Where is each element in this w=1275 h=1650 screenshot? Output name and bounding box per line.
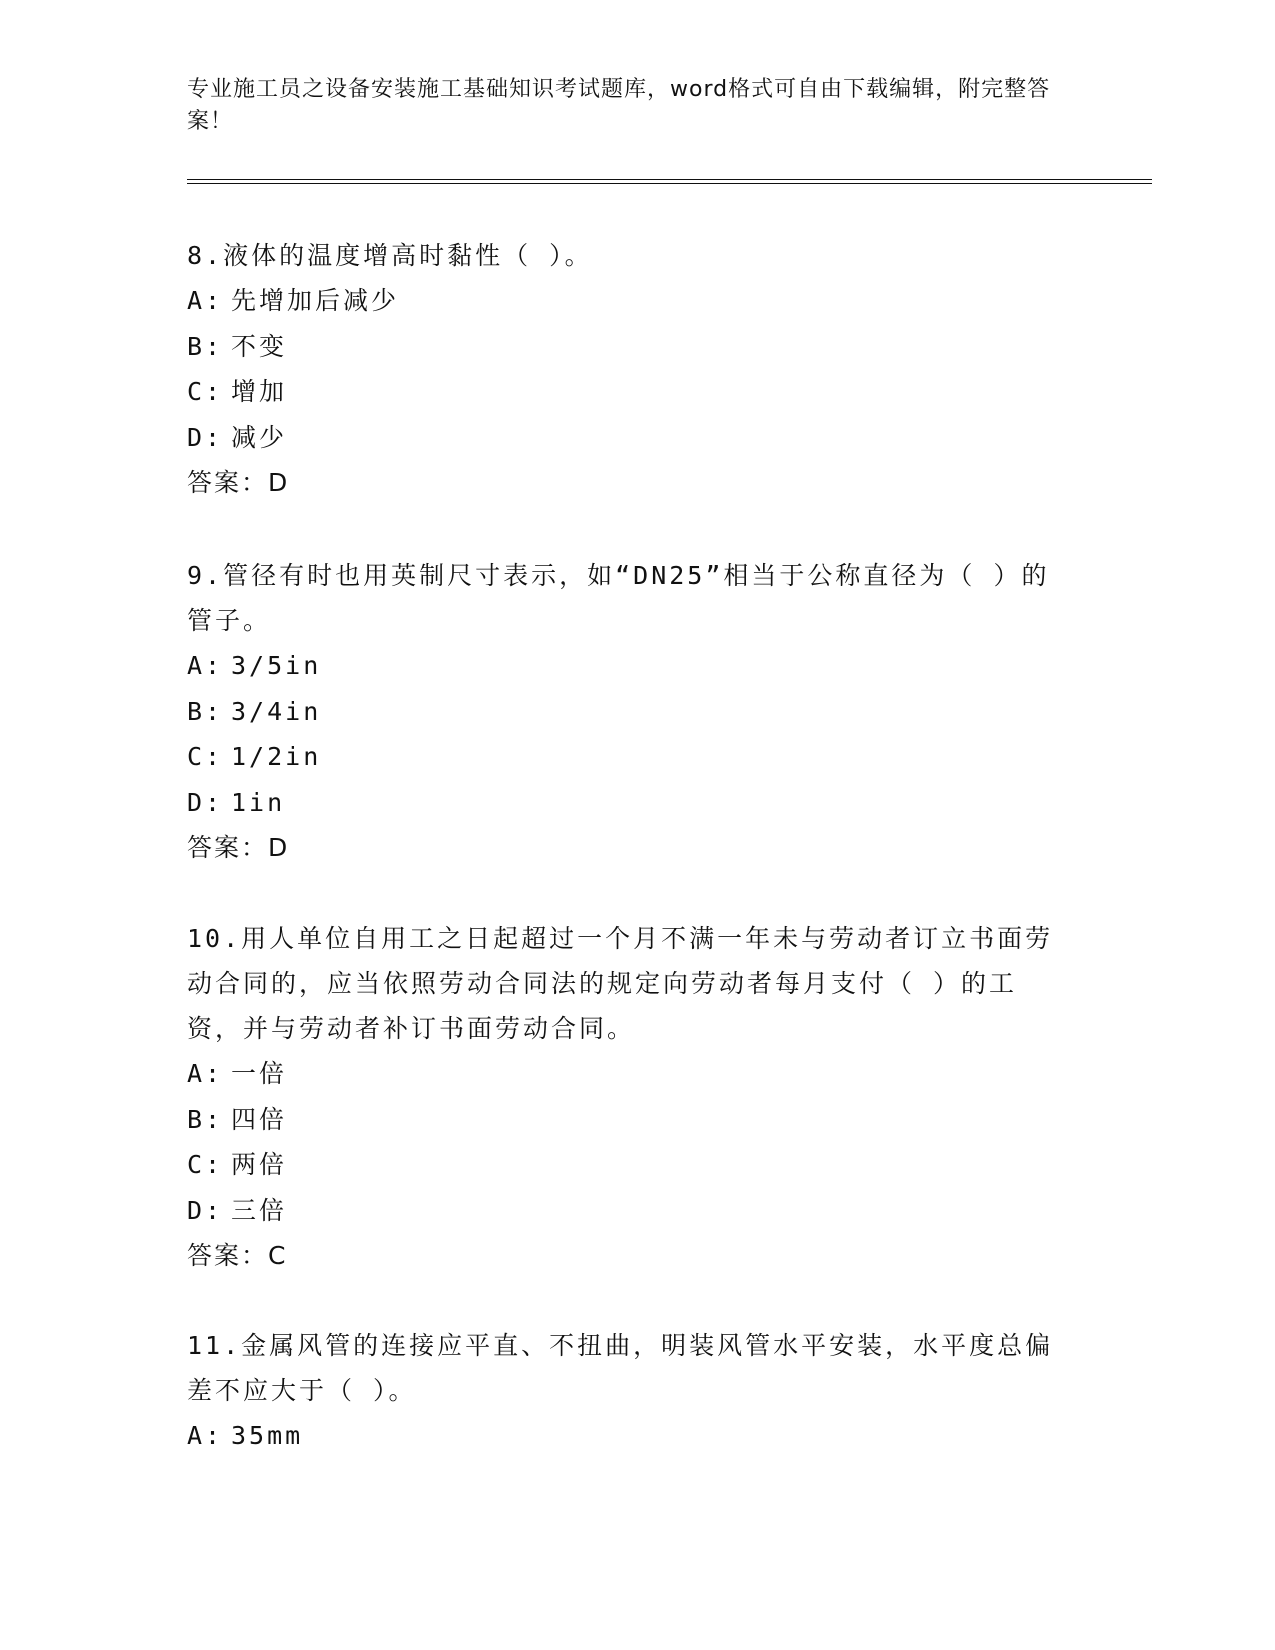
option-d — [187, 1188, 1067, 1234]
question-stem: 11.金属风管的连接应平直、不扭曲，明装风管水平安装，水平度总偏差不应大于（ ）。 — [187, 1331, 1054, 1405]
option-d — [187, 415, 1067, 461]
option-b — [187, 324, 1067, 370]
option-key: C: — [187, 742, 224, 771]
option-key: A: — [187, 651, 224, 680]
question-8 — [187, 233, 1067, 505]
option-b — [187, 689, 1067, 735]
option-text: 1/2in — [231, 742, 322, 771]
option-text: 四倍 — [231, 1104, 288, 1134]
option-a — [187, 1051, 1067, 1097]
answer: 答案：C — [187, 1241, 288, 1270]
option-text: 一倍 — [231, 1059, 288, 1088]
option-key: C: — [187, 1150, 224, 1179]
header-divider-top — [187, 179, 1152, 180]
option-key: A: — [187, 1421, 224, 1450]
option-a — [187, 1413, 1067, 1459]
option-key: D: — [187, 422, 224, 452]
option-text: 增加 — [231, 377, 288, 406]
option-text: 不变 — [231, 331, 288, 361]
question-stem: 9.管径有时也用英制尺寸表示，如“DN25”相当于公称直径为（ ）的管子。 — [187, 561, 1050, 635]
question-10 — [187, 916, 1067, 1278]
option-c — [187, 1142, 1067, 1188]
option-key: D: — [187, 787, 224, 817]
option-text: 1in — [231, 787, 286, 817]
option-text: 减少 — [231, 422, 288, 452]
answer: 答案：D — [187, 468, 290, 497]
option-a — [187, 643, 1067, 689]
header-divider-bottom — [187, 183, 1152, 184]
question-stem: 10.用人单位自用工之日起超过一个月不满一年未与劳动者订立书面劳动合同的，应当依照劳动合同法的规定向劳动者每月支付（ ）的工资，并与劳动者补订书面劳动合同。 — [187, 924, 1054, 1043]
option-key: C: — [187, 377, 224, 406]
option-text: 两倍 — [231, 1150, 288, 1179]
option-text: 3/4in — [231, 696, 322, 726]
document-header: 专业施工员之设备安装施工基础知识考试题库，word格式可自由下载编辑，附完整答案！ — [187, 77, 1051, 134]
question-9 — [187, 553, 1067, 870]
option-b — [187, 1097, 1067, 1143]
option-key: B: — [187, 331, 224, 361]
option-text: 先增加后减少 — [231, 286, 400, 315]
option-text: 三倍 — [231, 1195, 288, 1225]
question-stem: 8.液体的温度增高时黏性（ ）。 — [187, 241, 593, 270]
answer: 答案：D — [187, 833, 290, 862]
option-key: A: — [187, 286, 224, 315]
option-text: 35mm — [231, 1421, 304, 1450]
option-key: A: — [187, 1059, 224, 1088]
question-11 — [187, 1323, 1067, 1459]
option-key: B: — [187, 696, 224, 726]
option-a — [187, 278, 1067, 324]
option-d — [187, 780, 1067, 826]
option-key: D: — [187, 1195, 224, 1225]
option-key: B: — [187, 1104, 224, 1134]
option-text: 3/5in — [231, 651, 322, 680]
option-c — [187, 369, 1067, 415]
option-c — [187, 734, 1067, 780]
